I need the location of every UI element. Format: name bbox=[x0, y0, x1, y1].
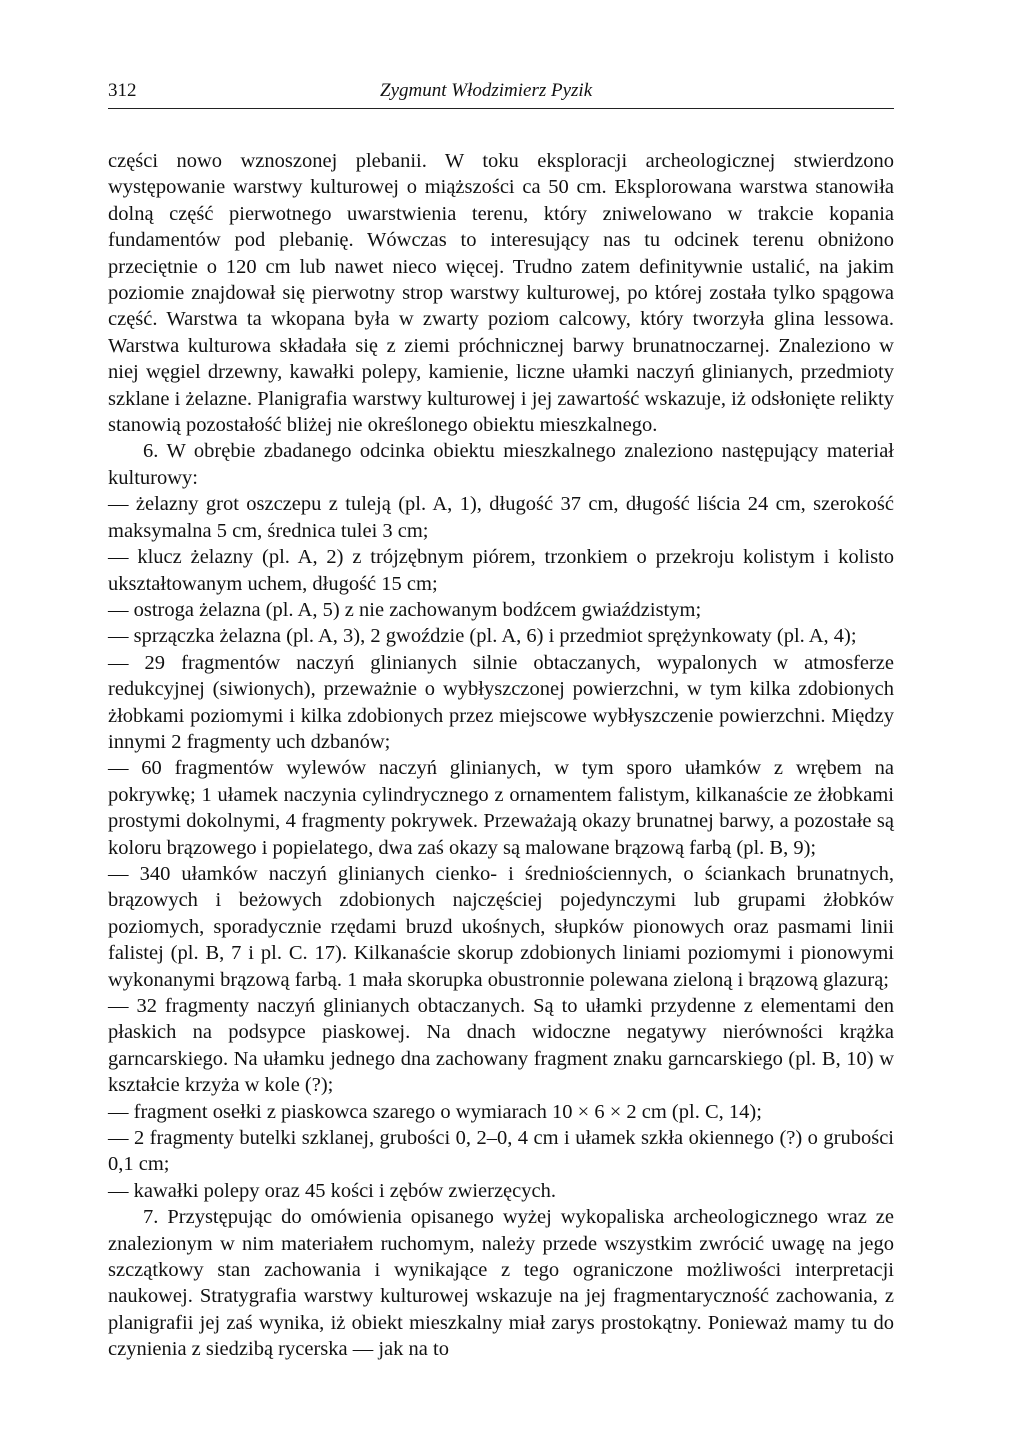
list-item: — 2 fragmenty butelki szklanej, grubości 0, 2–0, 4 cm i ułamek szkła okiennego (?) o grubości 0,1 cm; bbox=[108, 1127, 894, 1176]
list-item: — 340 ułamków naczyń glinianych cienko- i średniościennych, o ściankach brunatnych, brązowych i beżowych zdobionych najczęściej pojedynczymi lub grupami żłobków poziomych, sporadycznie rzędami bruzd ukośnych, słupków pionowych oraz pasmami linii falistej (pl. B, 7 i pl. C. 17). Kilkanaście skorup zdobionych liniami poziomymi i pionowymi wykonanymi brązową farbą. 1 mała skorupka obustronnie polewana zieloną i brązową glazurą; bbox=[108, 862, 894, 991]
running-header bbox=[108, 78, 894, 109]
list-item: — klucz żelazny (pl. A, 2) z trójzębnym piórem, trzonkiem o przekroju kolistym i kolisto ukształtowanym uchem, długość 15 cm; bbox=[108, 546, 894, 595]
body-text bbox=[108, 148, 894, 1363]
list-item: — kawałki polepy oraz 45 kości i zębów zwierzęcych. bbox=[108, 1179, 556, 1202]
list-item: — 29 fragmentów naczyń glinianych silnie obtaczanych, wypalonych w atmosferze redukcyjnej (siwionych), przeważnie o wybłyszczonej powierzchni, w tym kilka zdobionych żłobkami poziomymi i kilka zdobionych przez miejscowe wybłyszczenie powierzchni. Między innymi 2 fragmenty uch dzbanów; bbox=[108, 651, 894, 753]
page bbox=[108, 78, 894, 1363]
list-item: — żelazny grot oszczepu z tuleją (pl. A, 1), długość 37 cm, długość liścia 24 cm, szerokość maksymalna 5 cm, średnica tulei 3 cm; bbox=[108, 493, 894, 542]
list-item: — 32 fragmenty naczyń glinianych obtaczanych. Są to ułamki przydenne z elementami den płaskich na podsypce piaskowej. Na dnach widoczne negatywy nierówności krążka garncarskiego. Na ułamku jednego dna zachowany fragment znaku garncarskiego (pl. B, 10) w kształcie krzyża w kole (?); bbox=[108, 995, 894, 1097]
list-item: — sprzączka żelazna (pl. A, 3), 2 gwoździe (pl. A, 6) i przedmiot sprężynkowaty (pl. A, 4); bbox=[108, 625, 857, 648]
running-title: Zygmunt Włodzimierz Pyzik bbox=[380, 80, 593, 101]
paragraph-continuation: części nowo wznoszonej plebanii. W toku eksploracji archeologicznej stwierdzono występowanie warstwy kulturowej o miąższości ca 50 cm. Eksplorowana warstwa stanowiła dolną część pierwotnego uwarstwienia terenu, który zniwelowano w trakcie kopania fundamentów pod plebanię. Wówczas to interesujący nas tu odcinek terenu obniżono przeciętnie o 120 cm lub nawet nieco więcej. Trudno zatem definitywnie ustalić, na jakim poziomie znajdował się pierwotny strop warstwy kulturowej, po której została tylko spągowa część. Warstwa ta wkopana była w zwarty poziom calcowy, który tworzyła glina lessowa. Warstwa kulturowa składała się z ziemi próchnicznej barwy brunatnoczarnej. Znaleziono w niej węgiel drzewny, kawałki polepy, kamienie, liczne ułamki naczyń glinianych, przedmioty szklane i żelazne. Planigrafia warstwy kulturowej i jej zawartość wskazuje, iż odsłonięte relikty stanowią pozostałość bliżej nie określonego obiektu mieszkalnego. bbox=[108, 150, 894, 437]
list-item: — ostroga żelazna (pl. A, 5) z nie zachowanym bodźcem gwiaździstym; bbox=[108, 598, 702, 621]
page-number: 312 bbox=[108, 80, 137, 101]
paragraph-section-7: 7. Przystępując do omówienia opisanego wyżej wykopaliska archeologicznego wraz ze znalezionym w nim materiałem ruchomym, należy przede wszystkim zwrócić uwagę na jego szczątkowy stan zachowania i wynikające z tego ograniczone możliwości interpretacji naukowej. Stratygrafia warstwy kulturowej wskazuje na jej fragmentaryczność zachowania, z planigrafii jej zaś wynika, iż obiekt mieszkalny miał zarys prostokątny. Ponieważ mamy tu do czynienia z siedzibą rycerska — jak na to bbox=[108, 1206, 894, 1361]
list-item: — 60 fragmentów wylewów naczyń glinianych, w tym sporo ułamków z wrębem na pokrywkę; 1 ułamek naczynia cylindrycznego z ornamentem falistym, kilkanaście ze żłobkami prostymi dokolnymi, 4 fragmenty pokrywek. Przeważają okazy brunatnej barwy, a pozostałe są koloru brązowego i popielatego, dwa zaś okazy są malowane brązową farbą (pl. B, 9); bbox=[108, 757, 894, 859]
list-item: — fragment osełki z piaskowca szarego o wymiarach 10 × 6 × 2 cm (pl. C, 14); bbox=[108, 1100, 762, 1123]
paragraph-section-6: 6. W obrębie zbadanego odcinka obiektu mieszkalnego znaleziono następujący materiał kulturowy: bbox=[108, 440, 894, 489]
